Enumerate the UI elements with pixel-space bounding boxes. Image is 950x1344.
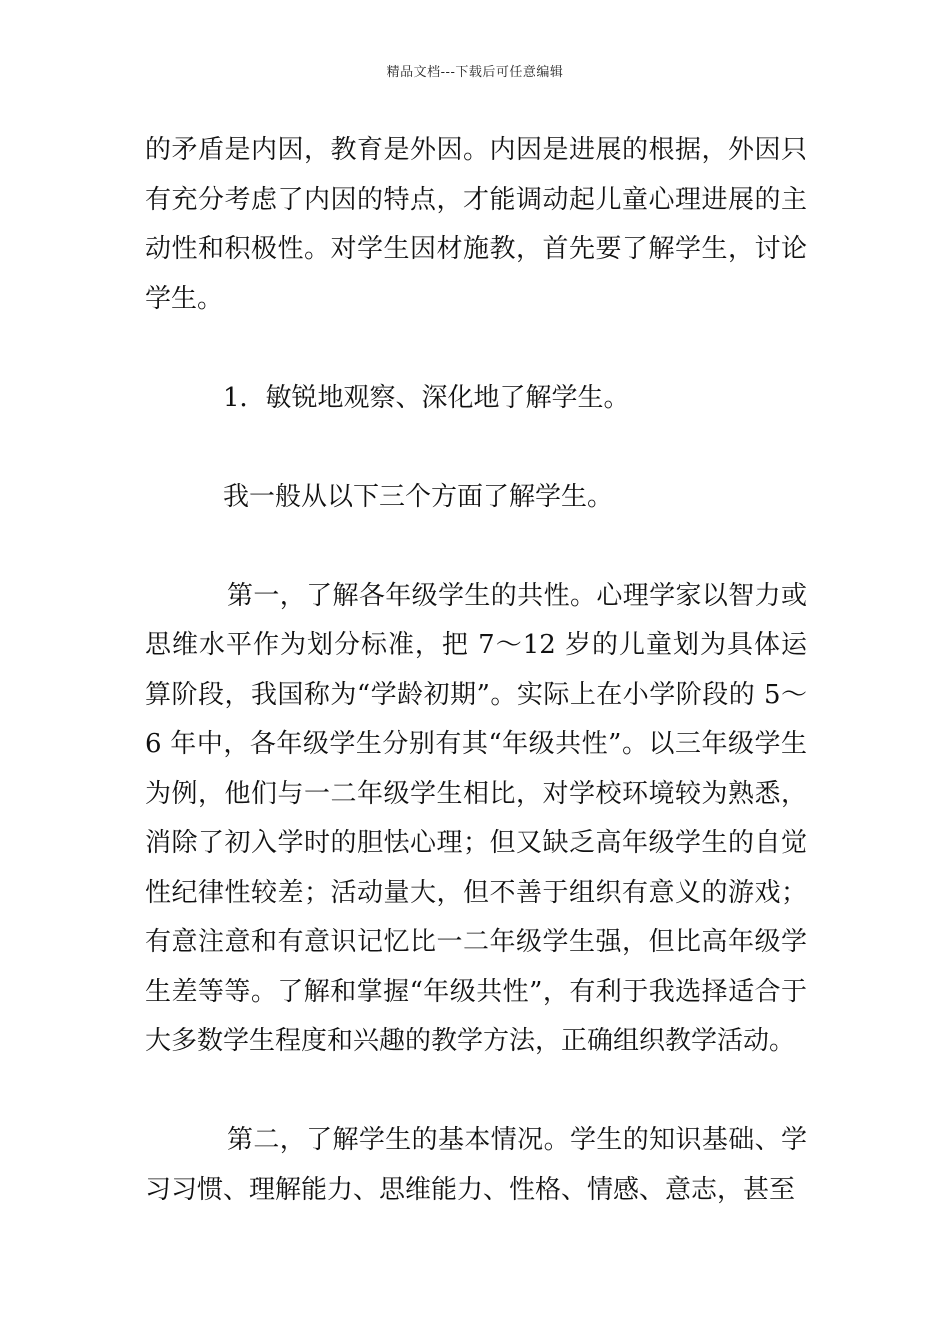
paragraph-gap xyxy=(145,522,807,572)
paragraph-continuation: 的矛盾是内因，教育是外因。内因是进展的根据，外因只有充分考虑了内因的特点，才能调动起儿童心理进展的主动性和积极性。对学生因材施教，首先要了解学生，讨论学生。 xyxy=(145,135,807,314)
paragraph-intro: 我一般从以下三个方面了解学生。 xyxy=(223,481,614,512)
document-body xyxy=(145,126,807,1215)
paragraph-second-aspect: 第二，了解学生的基本情况。学生的知识基础、学习习惯、理解能力、思维能力、性格、情感、意志，甚至 xyxy=(145,1125,807,1205)
page-header: 精品文档---下载后可任意编辑 xyxy=(386,65,564,80)
paragraph-gap xyxy=(145,423,807,473)
paragraph-first-aspect: 第一，了解各年级学生的共性。心理学家以智力或思维水平作为划分标准，把 7～12 岁的儿童划为具体运算阶段，我国称为“学龄初期”。实际上在小学阶段的 5～6 年中，各年级学生分别有其“年级共性”。以三年级学生为例，他们与一二年级学生相比，对学校环境较为熟悉，消除了初入学时的胆怯心理；但又缺乏高年级学生的自觉性纪律性较差；活动量大，但不善于组织有意义的游戏；有意注意和有意识记忆比一二年级学生强，但比高年级学生差等等。了解和掌握“年级共性”，有利于我选择适合于大多数学生程度和兴趣的教学方法，正确组织教学活动。 xyxy=(145,580,807,1056)
paragraph-gap xyxy=(145,324,807,374)
section-heading-1: 1．敏锐地观察、深化地了解学生。 xyxy=(223,382,630,413)
paragraph-gap xyxy=(145,1067,807,1117)
